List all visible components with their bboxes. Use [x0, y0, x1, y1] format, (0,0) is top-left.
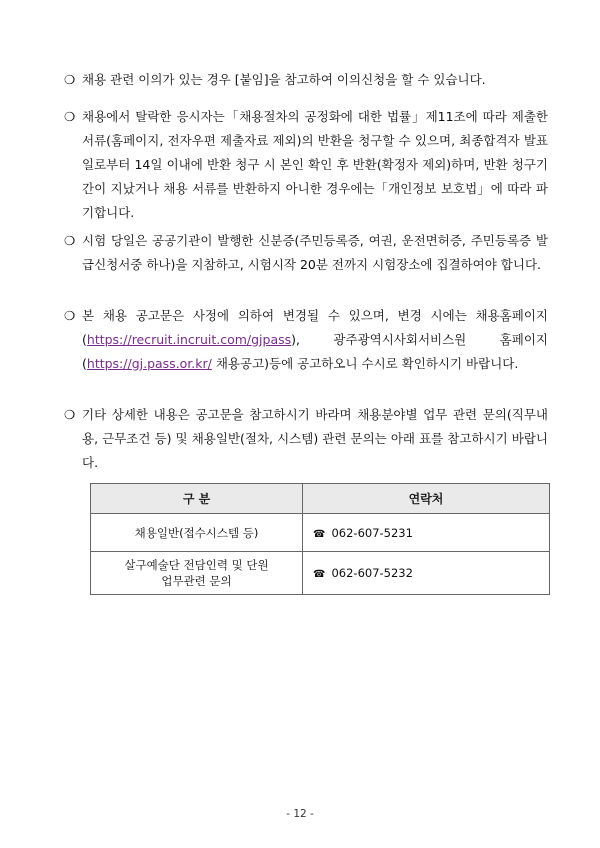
phone-number: 062-607-5231: [331, 525, 413, 540]
circle-bullet-icon: ❍: [64, 233, 76, 248]
category-cell: [91, 514, 303, 552]
telephone-icon: ☎: [313, 569, 326, 580]
recruit-site-link[interactable]: https://recruit.incruit.com/gjpass: [86, 332, 292, 347]
category-cell: [91, 552, 303, 595]
category-text: 업무관련 문의: [161, 574, 232, 588]
category-text: 살구예술단 전담인력 및 단원: [124, 558, 269, 572]
notice-text-part: 본 채용 공고문은 사정에 의하여 변경될 수 있으며, 변경 시에는 채용홈페이지(: [82, 308, 548, 347]
circle-bullet-icon: ❍: [64, 72, 76, 87]
notice-text: 채용에서 탈락한 응시자는「채용절차의 공정화에 대한 법률」제11조에 따라 제출한 서류(홈페이지, 전자우편 제출자료 제외)의 반환을 청구할 수 있으며, 최종합격자 발표일로부터 14일 이내에 반환 청구 시 본인 확인 후 반환(확정자 제외)하며, 반환 청구기간이 지났거나 채용 서류를 반환하지 아니한 경우에는「개인정보 보호법」에 따라 파기합니다.: [82, 109, 548, 220]
notice-inquiries: [64, 403, 548, 475]
phone-cell: [303, 514, 550, 552]
notice-text-part: ), 광주광역시사회서비스원 홈페이지(: [82, 332, 548, 371]
circle-bullet-icon: ❍: [64, 308, 76, 323]
notice-text: 채용 관련 이의가 있는 경우 [붙임]을 참고하여 이의신청을 할 수 있습니다.: [82, 72, 486, 87]
notice-document-return: [64, 105, 548, 225]
contact-table: [90, 483, 550, 595]
circle-bullet-icon: ❍: [64, 407, 76, 422]
circle-bullet-icon: ❍: [64, 109, 76, 124]
phone-cell: [303, 552, 550, 595]
notice-text-part: 채용공고)등에 공고하오니 수시로 확인하시기 바랍니다.: [211, 356, 519, 371]
notice-text: 기타 상세한 내용은 공고문을 참고하시기 바라며 채용분야별 업무 관련 문의(직무내용, 근무조건 등) 및 채용일반(절차, 시스템) 관련 문의는 아래 표를 참고하시기 바랍니다.: [82, 407, 548, 470]
table-header-row: [91, 484, 550, 514]
notice-objection: [64, 68, 548, 92]
notice-text: 시험 당일은 공공기관이 발행한 신분증(주민등록증, 여권, 운전면허증, 주민등록증 발급신청서중 하나)을 지참하고, 시험시작 20분 전까지 시험장소에 집결하여야 합니다.: [82, 233, 548, 272]
column-header-contact: 연락처: [303, 484, 550, 514]
table-row: [91, 552, 550, 595]
notice-exam-day: [64, 229, 548, 277]
notice-announcement-change: [64, 304, 548, 376]
column-header-category: 구 분: [91, 484, 303, 514]
page-number: - 12 -: [286, 808, 314, 820]
category-text: 채용일반(접수시스템 등): [134, 525, 259, 540]
table-row: [91, 514, 550, 552]
phone-number: 062-607-5232: [331, 566, 413, 580]
telephone-icon: ☎: [313, 528, 326, 540]
notice-text: [82, 304, 548, 376]
gj-pass-site-link[interactable]: https://gj.pass.or.kr/: [86, 356, 212, 371]
